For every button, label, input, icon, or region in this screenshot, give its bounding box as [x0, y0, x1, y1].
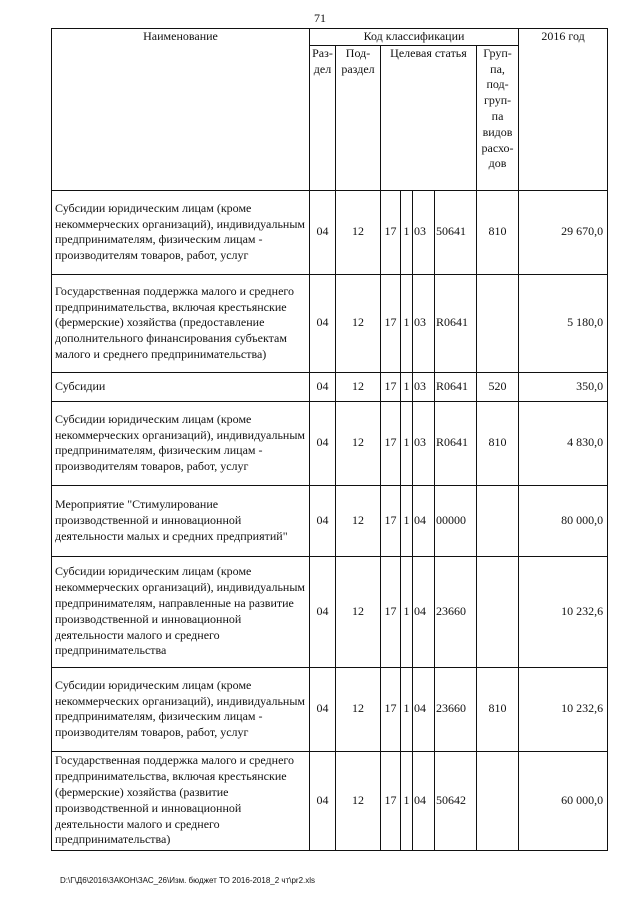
header-row-top	[52, 29, 608, 46]
row-name: Субсидии юридическим лицам (кроме некоммерческих организаций), индивидуальным предпринимателям, физическим лицам - производителям товаров, работ, услуг	[52, 401, 310, 485]
target-article-main-event: 03	[413, 274, 435, 372]
amount-2016: 10 232,6	[519, 667, 608, 751]
target-article-program: 17	[381, 274, 401, 372]
amount-2016: 29 670,0	[519, 190, 608, 274]
target-article-main-event: 04	[413, 667, 435, 751]
amount-2016: 4 830,0	[519, 401, 608, 485]
subsection-code: 12	[336, 751, 381, 850]
column-header-subsection: Под- раздел	[336, 45, 381, 190]
table-row	[52, 485, 608, 556]
amount-2016: 60 000,0	[519, 751, 608, 850]
section-code: 04	[310, 401, 336, 485]
subsection-code: 12	[336, 190, 381, 274]
column-header-target-article: Целевая статья	[381, 45, 477, 190]
table-row	[52, 274, 608, 372]
row-name: Государственная поддержка малого и среднего предпринимательства, включая крестьянские (фермерские) хозяйства (предоставление дополнительного финансирования субъектам малого и среднего предпринимательства)	[52, 274, 310, 372]
section-code: 04	[310, 274, 336, 372]
row-name: Государственная поддержка малого и среднего предпринимательства, включая крестьянские (фермерские) хозяйства (развитие производственной и инновационной деятельности малого и среднего предпринимательства)	[52, 751, 310, 850]
section-code: 04	[310, 485, 336, 556]
target-article-main-event: 04	[413, 751, 435, 850]
column-header-year: 2016 год	[519, 29, 608, 191]
expense-group-code: 810	[477, 190, 519, 274]
section-code: 04	[310, 751, 336, 850]
section-code: 04	[310, 372, 336, 401]
target-article-direction: 00000	[435, 485, 477, 556]
target-article-program: 17	[381, 556, 401, 667]
target-article-program: 17	[381, 667, 401, 751]
row-name: Субсидии	[52, 372, 310, 401]
table-row	[52, 751, 608, 850]
target-article-program: 17	[381, 401, 401, 485]
subsection-code: 12	[336, 556, 381, 667]
table-row	[52, 372, 608, 401]
page-number: 71	[314, 11, 326, 25]
expense-group-code	[477, 485, 519, 556]
target-article-direction: 23660	[435, 667, 477, 751]
target-article-direction: 50641	[435, 190, 477, 274]
table-row	[52, 667, 608, 751]
expense-group-code: 810	[477, 401, 519, 485]
expense-group-code	[477, 751, 519, 850]
table-row	[52, 190, 608, 274]
target-article-direction: 23660	[435, 556, 477, 667]
target-article-direction: 50642	[435, 751, 477, 850]
row-name: Субсидии юридическим лицам (кроме некоммерческих организаций), индивидуальным предпринимателям, физическим лицам - производителям товаров, работ, услуг	[52, 190, 310, 274]
target-article-subprogram: 1	[401, 667, 413, 751]
target-article-main-event: 04	[413, 485, 435, 556]
section-code: 04	[310, 667, 336, 751]
file-path-footer: D:\Г\Д6\2016\ЗАКОН\ЗАС_26\Изм. бюджет ТО 2016-2018_2 чт\pr2.xls	[60, 876, 316, 885]
amount-2016: 5 180,0	[519, 274, 608, 372]
expense-group-code	[477, 556, 519, 667]
subsection-code: 12	[336, 401, 381, 485]
row-name: Субсидии юридическим лицам (кроме некоммерческих организаций), индивидуальным предпринимателям, направленные на развитие производственной и инновационной деятельности малого и среднего предпринимательства	[52, 556, 310, 667]
target-article-subprogram: 1	[401, 190, 413, 274]
section-code: 04	[310, 556, 336, 667]
column-header-name: Наименование	[52, 29, 310, 191]
budget-table	[51, 28, 608, 851]
target-article-program: 17	[381, 751, 401, 850]
target-article-main-event: 03	[413, 372, 435, 401]
target-article-subprogram: 1	[401, 372, 413, 401]
target-article-direction: R0641	[435, 372, 477, 401]
column-header-expense-group: Груп- па, под- груп- па видов расхо- дов	[477, 45, 519, 190]
target-article-program: 17	[381, 372, 401, 401]
subsection-code: 12	[336, 372, 381, 401]
column-header-section: Раз- дел	[310, 45, 336, 190]
target-article-program: 17	[381, 485, 401, 556]
amount-2016: 350,0	[519, 372, 608, 401]
row-name: Субсидии юридическим лицам (кроме некоммерческих организаций), индивидуальным предпринимателям, физическим лицам - производителям товаров, работ, услуг	[52, 667, 310, 751]
target-article-subprogram: 1	[401, 401, 413, 485]
subsection-code: 12	[336, 667, 381, 751]
target-article-program: 17	[381, 190, 401, 274]
target-article-main-event: 04	[413, 556, 435, 667]
table-row	[52, 401, 608, 485]
target-article-subprogram: 1	[401, 556, 413, 667]
expense-group-code	[477, 274, 519, 372]
amount-2016: 10 232,6	[519, 556, 608, 667]
row-name: Мероприятие "Стимулирование производственной и инновационной деятельности малых и средних предприятий"	[52, 485, 310, 556]
target-article-main-event: 03	[413, 190, 435, 274]
expense-group-code: 810	[477, 667, 519, 751]
target-article-subprogram: 1	[401, 485, 413, 556]
amount-2016: 80 000,0	[519, 485, 608, 556]
section-code: 04	[310, 190, 336, 274]
target-article-subprogram: 1	[401, 274, 413, 372]
target-article-direction: R0641	[435, 274, 477, 372]
target-article-direction: R0641	[435, 401, 477, 485]
target-article-main-event: 03	[413, 401, 435, 485]
table-row	[52, 556, 608, 667]
subsection-code: 12	[336, 274, 381, 372]
expense-group-code: 520	[477, 372, 519, 401]
subsection-code: 12	[336, 485, 381, 556]
target-article-subprogram: 1	[401, 751, 413, 850]
column-header-classification-code: Код классификации	[310, 29, 519, 46]
